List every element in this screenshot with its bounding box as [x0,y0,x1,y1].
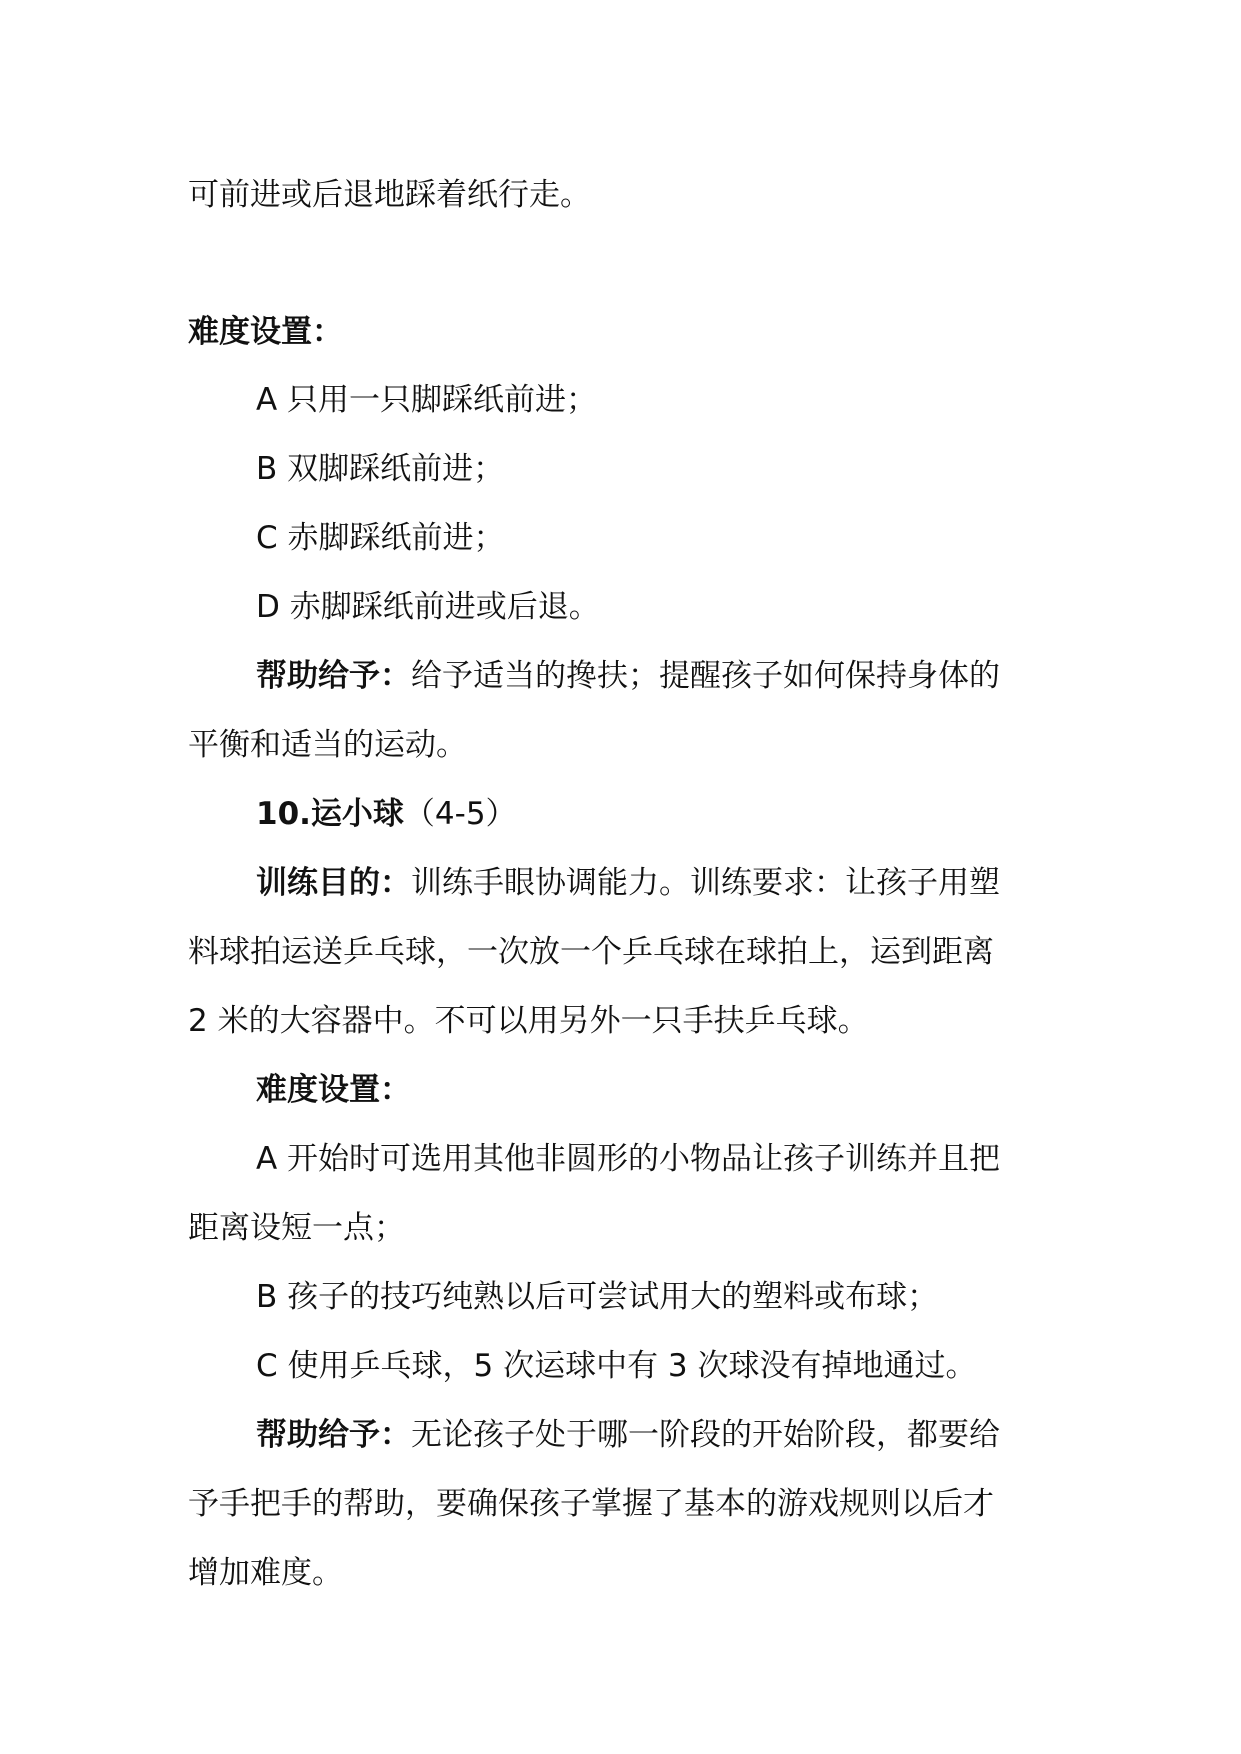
exercise-title-label: 10.运小球 [256,796,404,832]
help-label: 帮助给予： [256,658,411,694]
text-line: 距离设短一点； [188,1210,405,1246]
help-paragraph [256,1415,1000,1455]
exercise-age-range: （4-5） [403,796,517,832]
text-line: 予手把手的帮助，要确保孩子掌握了基本的游戏规则以后才 [188,1486,994,1522]
list-item: A 开始时可选用其他非圆形的小物品让孩子训练并且把 [256,1141,1001,1177]
section-heading: 难度设置： [188,314,343,350]
purpose-paragraph [256,863,1000,903]
list-item: B 双脚踩纸前进； [256,451,505,487]
text-line: 可前进或后退地踩着纸行走。 [188,177,591,213]
list-item: D 赤脚踩纸前进或后退。 [256,589,600,625]
help-paragraph [256,656,1000,696]
list-item: A 只用一只脚踩纸前进； [256,382,598,418]
list-item: C 使用乒乓球，5 次运球中有 3 次球没有掉地通过。 [256,1348,977,1384]
help-text: 给予适当的搀扶；提醒孩子如何保持身体的 [411,658,1000,694]
text-line: 增加难度。 [188,1555,343,1591]
help-label: 帮助给予： [256,1417,411,1453]
list-item: C 赤脚踩纸前进； [256,520,505,556]
help-text: 无论孩子处于哪一阶段的开始阶段，都要给 [411,1417,1000,1453]
exercise-title [256,794,517,834]
purpose-label: 训练目的： [256,865,411,901]
text-line: 2 米的大容器中。不可以用另外一只手扶乒乓球。 [188,1003,869,1039]
purpose-text: 训练手眼协调能力。训练要求：让孩子用塑 [411,865,1000,901]
text-line: 料球拍运送乒乓球，一次放一个乒乓球在球拍上，运到距离 [188,934,994,970]
text-line: 平衡和适当的运动。 [188,727,467,763]
section-heading: 难度设置： [256,1072,411,1108]
list-item: B 孩子的技巧纯熟以后可尝试用大的塑料或布球； [256,1279,939,1315]
